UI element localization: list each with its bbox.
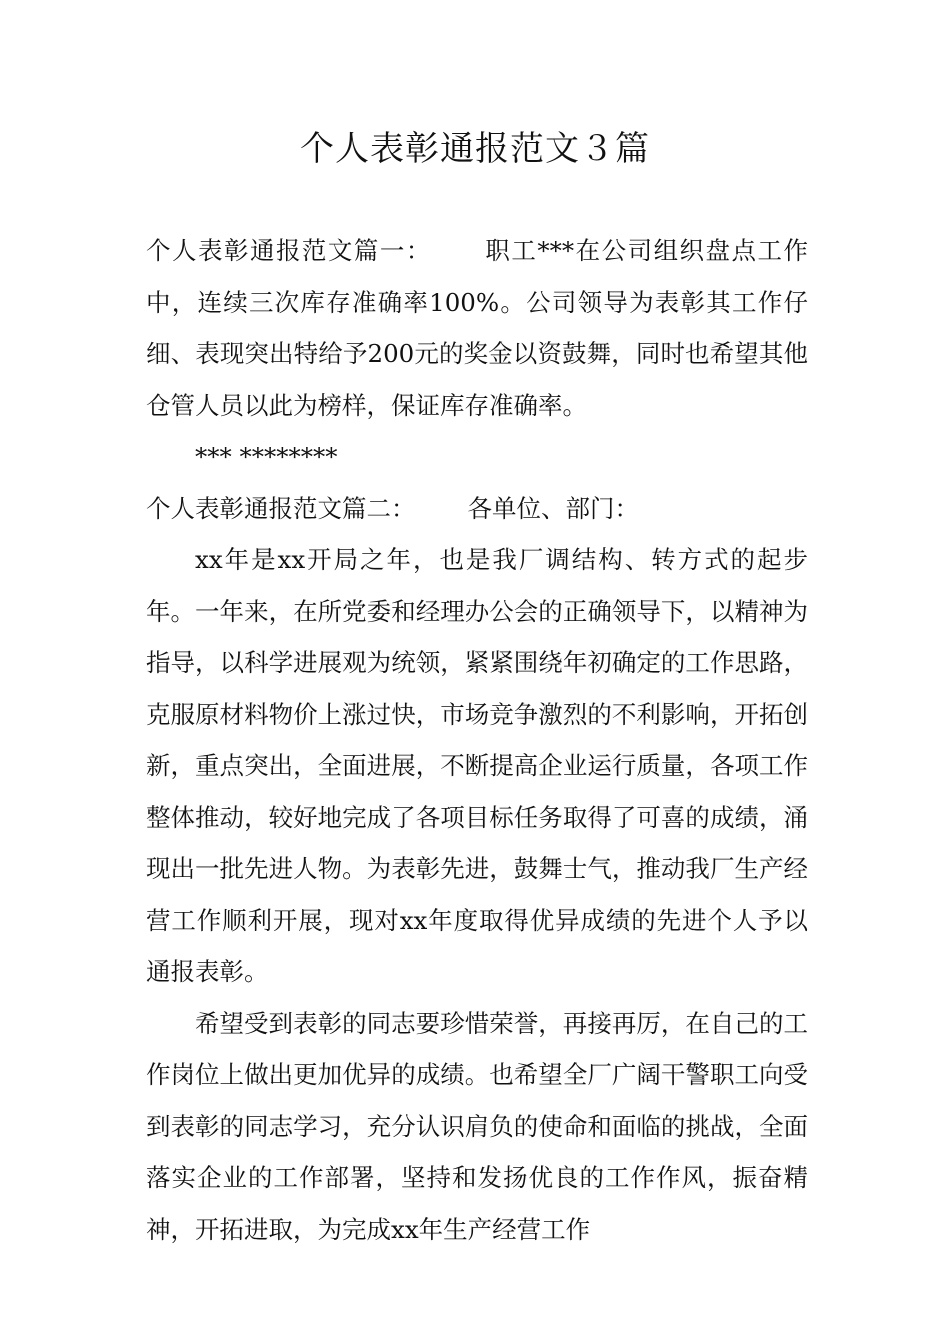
document-title: 个人表彰通报范文３篇 [300,129,650,169]
section-1-heading: 个人表彰通报范文篇一： [146,236,432,265]
section-1-signature: *** ******** [195,442,338,471]
section-2-paragraph-2: 希望受到表彰的同志要珍惜荣誉，再接再厉，在自己的工作岗位上做出更加优异的成绩。也希望全厂广阔干警职工向受到表彰的同志学习，充分认识肩负的使命和面临的挑战，全面落实企业的工作部署，坚持和发扬优良的工作作风，振奋精神，开拓进取，为完成xx年生产经营工作 [146,1008,808,1244]
section-2-lead: 各单位、部门： [467,493,639,523]
section-2-heading: 个人表彰通报范文篇二： [146,493,416,523]
section-1-paragraph [146,225,808,431]
section-1-lead: 职工***在公司组织盘点工作中，连续三次库存准确率100%。公司领导为表彰其工作仔细、表现突出特给予200元的奖金以资鼓舞，同时也希望其他仓管人员以此为榜样，保证库存准确率。 [146,236,809,420]
section-2-heading-line [146,483,808,535]
section-2-paragraph-1: xx年是xx开局之年，也是我厂调结构、转方式的起步年。一年来，在所党委和经理办公会的正确领导下，以精神为指导，以科学进展观为统领，紧紧围绕年初确定的工作思路，克服原材料物价上涨过快，市场竞争激烈的不利影响，开拓创新，重点突出，全面进展，不断提高企业运行质量，各项工作整体推动，较好地完成了各项目标任务取得了可喜的成绩，涌现出一批先进人物。为表彰先进，鼓舞士气，推动我厂生产经营工作顺利开展，现对xx年度取得优异成绩的先进个人予以通报表彰。 [146,545,808,986]
document-body [146,225,808,1255]
